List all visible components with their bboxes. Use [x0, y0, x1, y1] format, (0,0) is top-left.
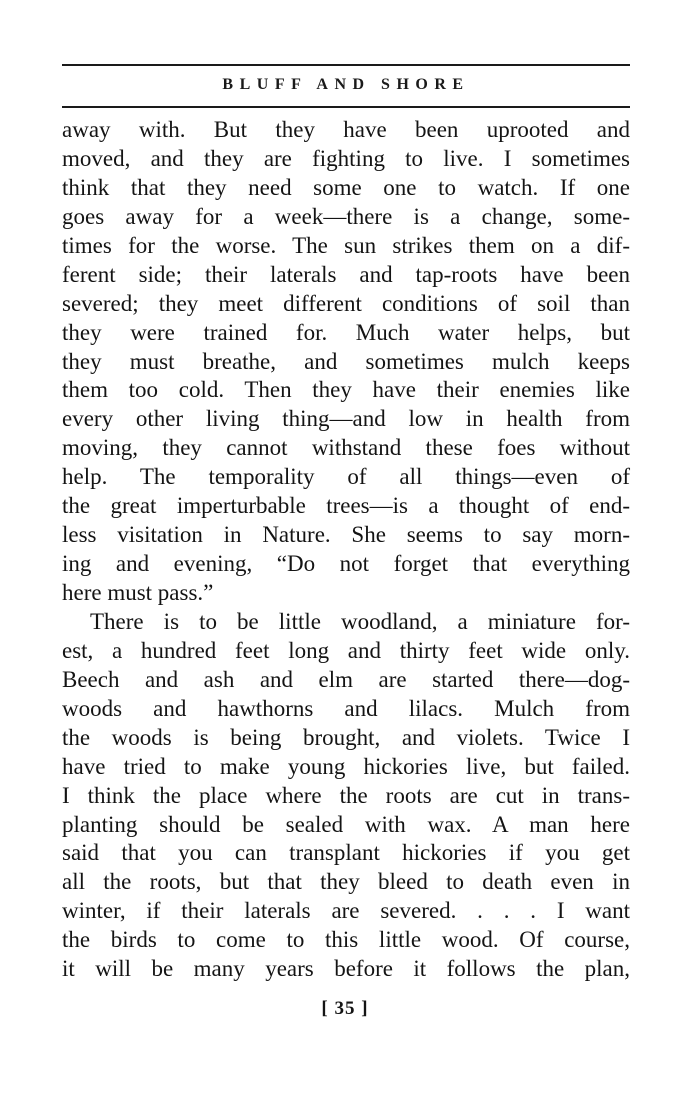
paragraph-2 [62, 608, 630, 984]
text-line: here must pass.” [62, 580, 214, 605]
text-line: I think the place where the roots are cut in trans- [62, 782, 630, 808]
text-line: all the roots, but that they bleed to death even in [62, 869, 630, 895]
running-title: BLUFF AND SHORE [222, 76, 470, 93]
text-line: moving, they cannot withstand these foes without [62, 435, 630, 461]
text-line: have tried to make young hickories live, but failed. [62, 753, 630, 779]
text-line: There is to be little woodland, a miniature for- [90, 608, 630, 634]
text-line: help. The temporality of all things—even of [62, 464, 630, 490]
body-text [62, 116, 630, 984]
text-line: severed; they meet different conditions of soil than [62, 290, 630, 316]
text-line: think that they need some one to watch. If one [62, 174, 630, 200]
text-line: moved, and they are fighting to live. I sometimes [62, 145, 630, 171]
text-line: the birds to come to this little wood. Of course, [62, 927, 630, 953]
header-rule-bottom [62, 106, 630, 108]
text-line: ing and evening, “Do not forget that everything [62, 551, 630, 577]
text-line: the great imperturbable trees—is a thought of end- [62, 493, 630, 519]
text-line: away with. But they have been uprooted and [62, 117, 630, 142]
text-line: winter, if their laterals are severed. . . . I want [62, 898, 630, 924]
text-line: it will be many years before it follows the plan, [62, 956, 630, 982]
text-line: said that you can transplant hickories if you get [62, 840, 630, 866]
text-line: they were trained for. Much water helps, but [62, 319, 630, 345]
text-line: ferent side; their laterals and tap-roots have been [62, 261, 630, 287]
text-line: planting should be sealed with wax. A man here [62, 811, 630, 837]
text-line: less visitation in Nature. She seems to say morn- [62, 522, 630, 548]
header-rule-top [62, 64, 630, 66]
text-line: the woods is being brought, and violets. Twice I [62, 724, 630, 750]
text-line: every other living thing—and low in health from [62, 406, 630, 432]
text-line: goes away for a week—there is a change, some- [62, 203, 630, 229]
page-number: [ 35 ] [321, 998, 369, 1019]
text-line: they must breathe, and sometimes mulch keeps [62, 348, 630, 374]
paragraph-1 [62, 116, 630, 608]
text-line: times for the worse. The sun strikes them on a dif- [62, 232, 630, 258]
text-line: them too cold. Then they have their enemies like [62, 377, 630, 403]
text-line: woods and hawthorns and lilacs. Mulch from [62, 695, 630, 721]
text-line: Beech and ash and elm are started there—dog- [62, 666, 630, 692]
text-line: est, a hundred feet long and thirty feet wide only. [62, 637, 630, 663]
